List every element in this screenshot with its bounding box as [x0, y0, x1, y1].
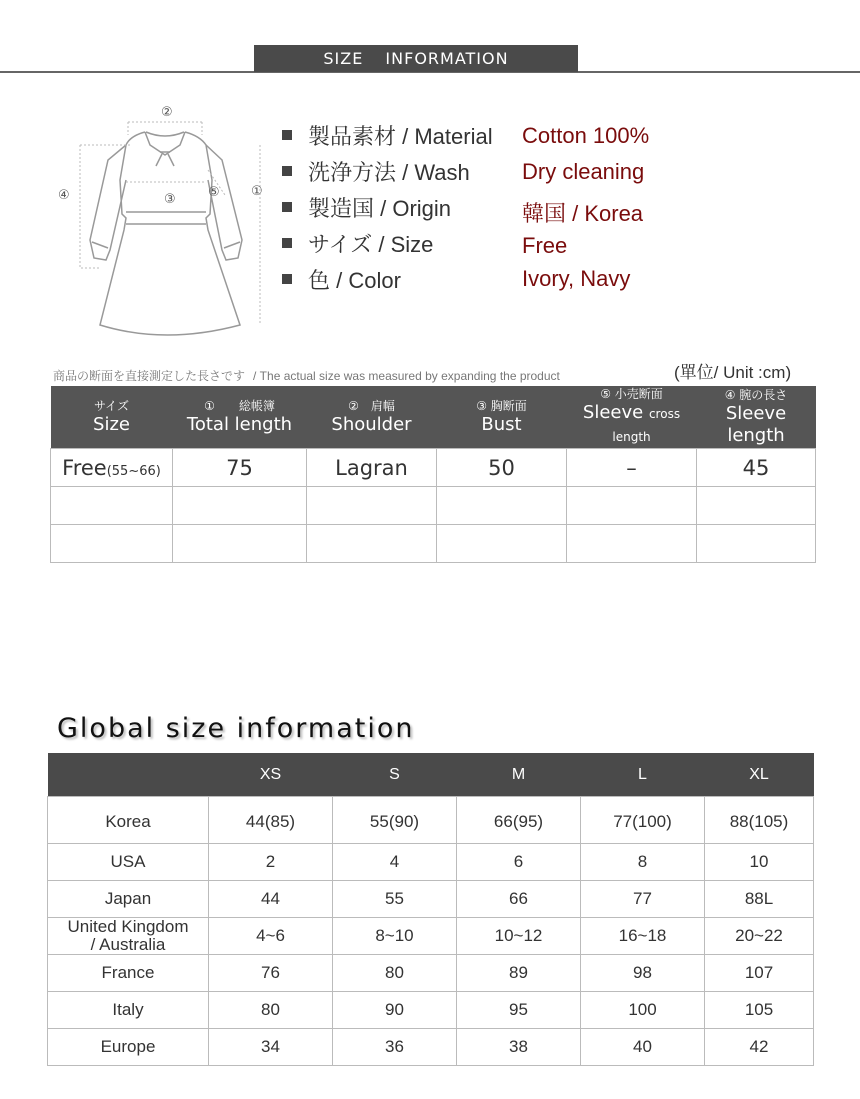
cell-shoulder: Lagran — [307, 449, 437, 487]
bullet-icon — [282, 166, 292, 176]
col-s: S — [333, 753, 457, 797]
value-cell: 55 — [333, 881, 457, 918]
size-table-header — [51, 386, 816, 449]
value-cell: 8~10 — [333, 918, 457, 955]
spec-row-material — [280, 120, 650, 150]
col-xl: XL — [705, 753, 814, 797]
spec-label: 色 / Color — [308, 267, 401, 293]
spec-value: 韓国 / Korea — [522, 201, 644, 226]
col-l: L — [581, 753, 705, 797]
col-m: M — [457, 753, 581, 797]
page-title: SIZE INFORMATION — [254, 45, 578, 72]
global-size-table — [47, 753, 814, 1066]
value-cell: 4~6 — [209, 918, 333, 955]
spec-label: 洗浄方法 / Wash — [308, 159, 470, 185]
table-row — [48, 992, 814, 1029]
value-cell: 66 — [457, 881, 581, 918]
col-size: サイズ Size — [51, 386, 173, 449]
cell-sleeve-cross: – — [567, 449, 697, 487]
country-cell: United Kingdom / Australia — [48, 918, 209, 955]
col-total-length: ① 総帳簿 Total length — [173, 386, 307, 449]
value-cell: 34 — [209, 1029, 333, 1066]
value-cell: 42 — [705, 1029, 814, 1066]
marker-1: ① — [251, 184, 263, 199]
cell-total: 75 — [173, 449, 307, 487]
table-row — [48, 881, 814, 918]
cell-bust: 50 — [437, 449, 567, 487]
global-table-header — [48, 753, 814, 797]
table-row — [48, 918, 814, 955]
value-cell: 44(85) — [209, 797, 333, 844]
col-sleeve-cross: ⑤ 小売断面 Sleeve cross length — [567, 386, 697, 449]
country-cell: France — [48, 955, 209, 992]
value-cell: 107 — [705, 955, 814, 992]
size-table — [50, 386, 816, 563]
value-cell: 38 — [457, 1029, 581, 1066]
spec-label: 製造国 / Origin — [308, 195, 452, 221]
marker-5: ⑤ — [208, 185, 220, 200]
marker-4: ④ — [58, 188, 70, 203]
value-cell: 80 — [333, 955, 457, 992]
value-cell: 10 — [705, 844, 814, 881]
table-row — [48, 955, 814, 992]
value-cell: 100 — [581, 992, 705, 1029]
cell-size: Free(55~66) — [51, 449, 173, 487]
value-cell: 16~18 — [581, 918, 705, 955]
spec-row-size — [280, 228, 568, 258]
table-row — [51, 449, 816, 487]
value-cell: 88L — [705, 881, 814, 918]
value-cell: 8 — [581, 844, 705, 881]
table-row-empty — [51, 525, 816, 563]
value-cell: 89 — [457, 955, 581, 992]
country-cell: Europe — [48, 1029, 209, 1066]
table-row-empty — [51, 487, 816, 525]
value-cell: 95 — [457, 992, 581, 1029]
value-cell: 77(100) — [581, 797, 705, 844]
spec-row-color — [280, 264, 631, 294]
country-cell: Italy — [48, 992, 209, 1029]
value-cell: 77 — [581, 881, 705, 918]
spec-value: Ivory, Navy — [522, 266, 631, 291]
value-cell: 44 — [209, 881, 333, 918]
value-cell: 88(105) — [705, 797, 814, 844]
col-bust: ③ 胸断面 Bust — [437, 386, 567, 449]
country-cell: USA — [48, 844, 209, 881]
value-cell: 105 — [705, 992, 814, 1029]
table-row — [48, 797, 814, 844]
note-en: / The actual size was measured by expanding the product — [253, 369, 560, 383]
col-shoulder: ② 肩幅 Shoulder — [307, 386, 437, 449]
spec-label: 製品素材 / Material — [308, 123, 493, 149]
col-sleeve-length: ④ 腕の長さ Sleeve length — [697, 386, 816, 449]
table-row — [48, 844, 814, 881]
value-cell: 6 — [457, 844, 581, 881]
spec-row-origin — [280, 192, 644, 226]
measurement-note — [53, 367, 560, 384]
spec-value: Dry cleaning — [522, 159, 645, 184]
bullet-icon — [282, 130, 292, 140]
col-xs: XS — [209, 753, 333, 797]
country-cell: Japan — [48, 881, 209, 918]
country-cell: Korea — [48, 797, 209, 844]
bullet-icon — [282, 202, 292, 212]
value-cell: 55(90) — [333, 797, 457, 844]
value-cell: 66(95) — [457, 797, 581, 844]
marker-3: ③ — [164, 192, 176, 207]
spec-value: Free — [522, 233, 568, 258]
marker-2: ② — [161, 105, 173, 120]
value-cell: 76 — [209, 955, 333, 992]
value-cell: 2 — [209, 844, 333, 881]
unit-label: (單位/ Unit :cm) — [674, 363, 792, 382]
spec-value: Cotton 100% — [522, 123, 650, 148]
table-row — [48, 1029, 814, 1066]
bullet-icon — [282, 238, 292, 248]
global-size-title: Global size information — [57, 713, 415, 744]
value-cell: 20~22 — [705, 918, 814, 955]
bullet-icon — [282, 274, 292, 284]
spec-row-wash — [280, 156, 645, 186]
value-cell: 36 — [333, 1029, 457, 1066]
value-cell: 98 — [581, 955, 705, 992]
value-cell: 40 — [581, 1029, 705, 1066]
value-cell: 80 — [209, 992, 333, 1029]
cell-sleeve-length: 45 — [697, 449, 816, 487]
value-cell: 90 — [333, 992, 457, 1029]
value-cell: 10~12 — [457, 918, 581, 955]
spec-label: サイズ / Size — [308, 231, 434, 257]
dress-diagram — [50, 100, 280, 345]
col-country — [48, 753, 209, 797]
note-jp: 商品の断面を直接測定した長さです — [53, 369, 246, 383]
value-cell: 4 — [333, 844, 457, 881]
